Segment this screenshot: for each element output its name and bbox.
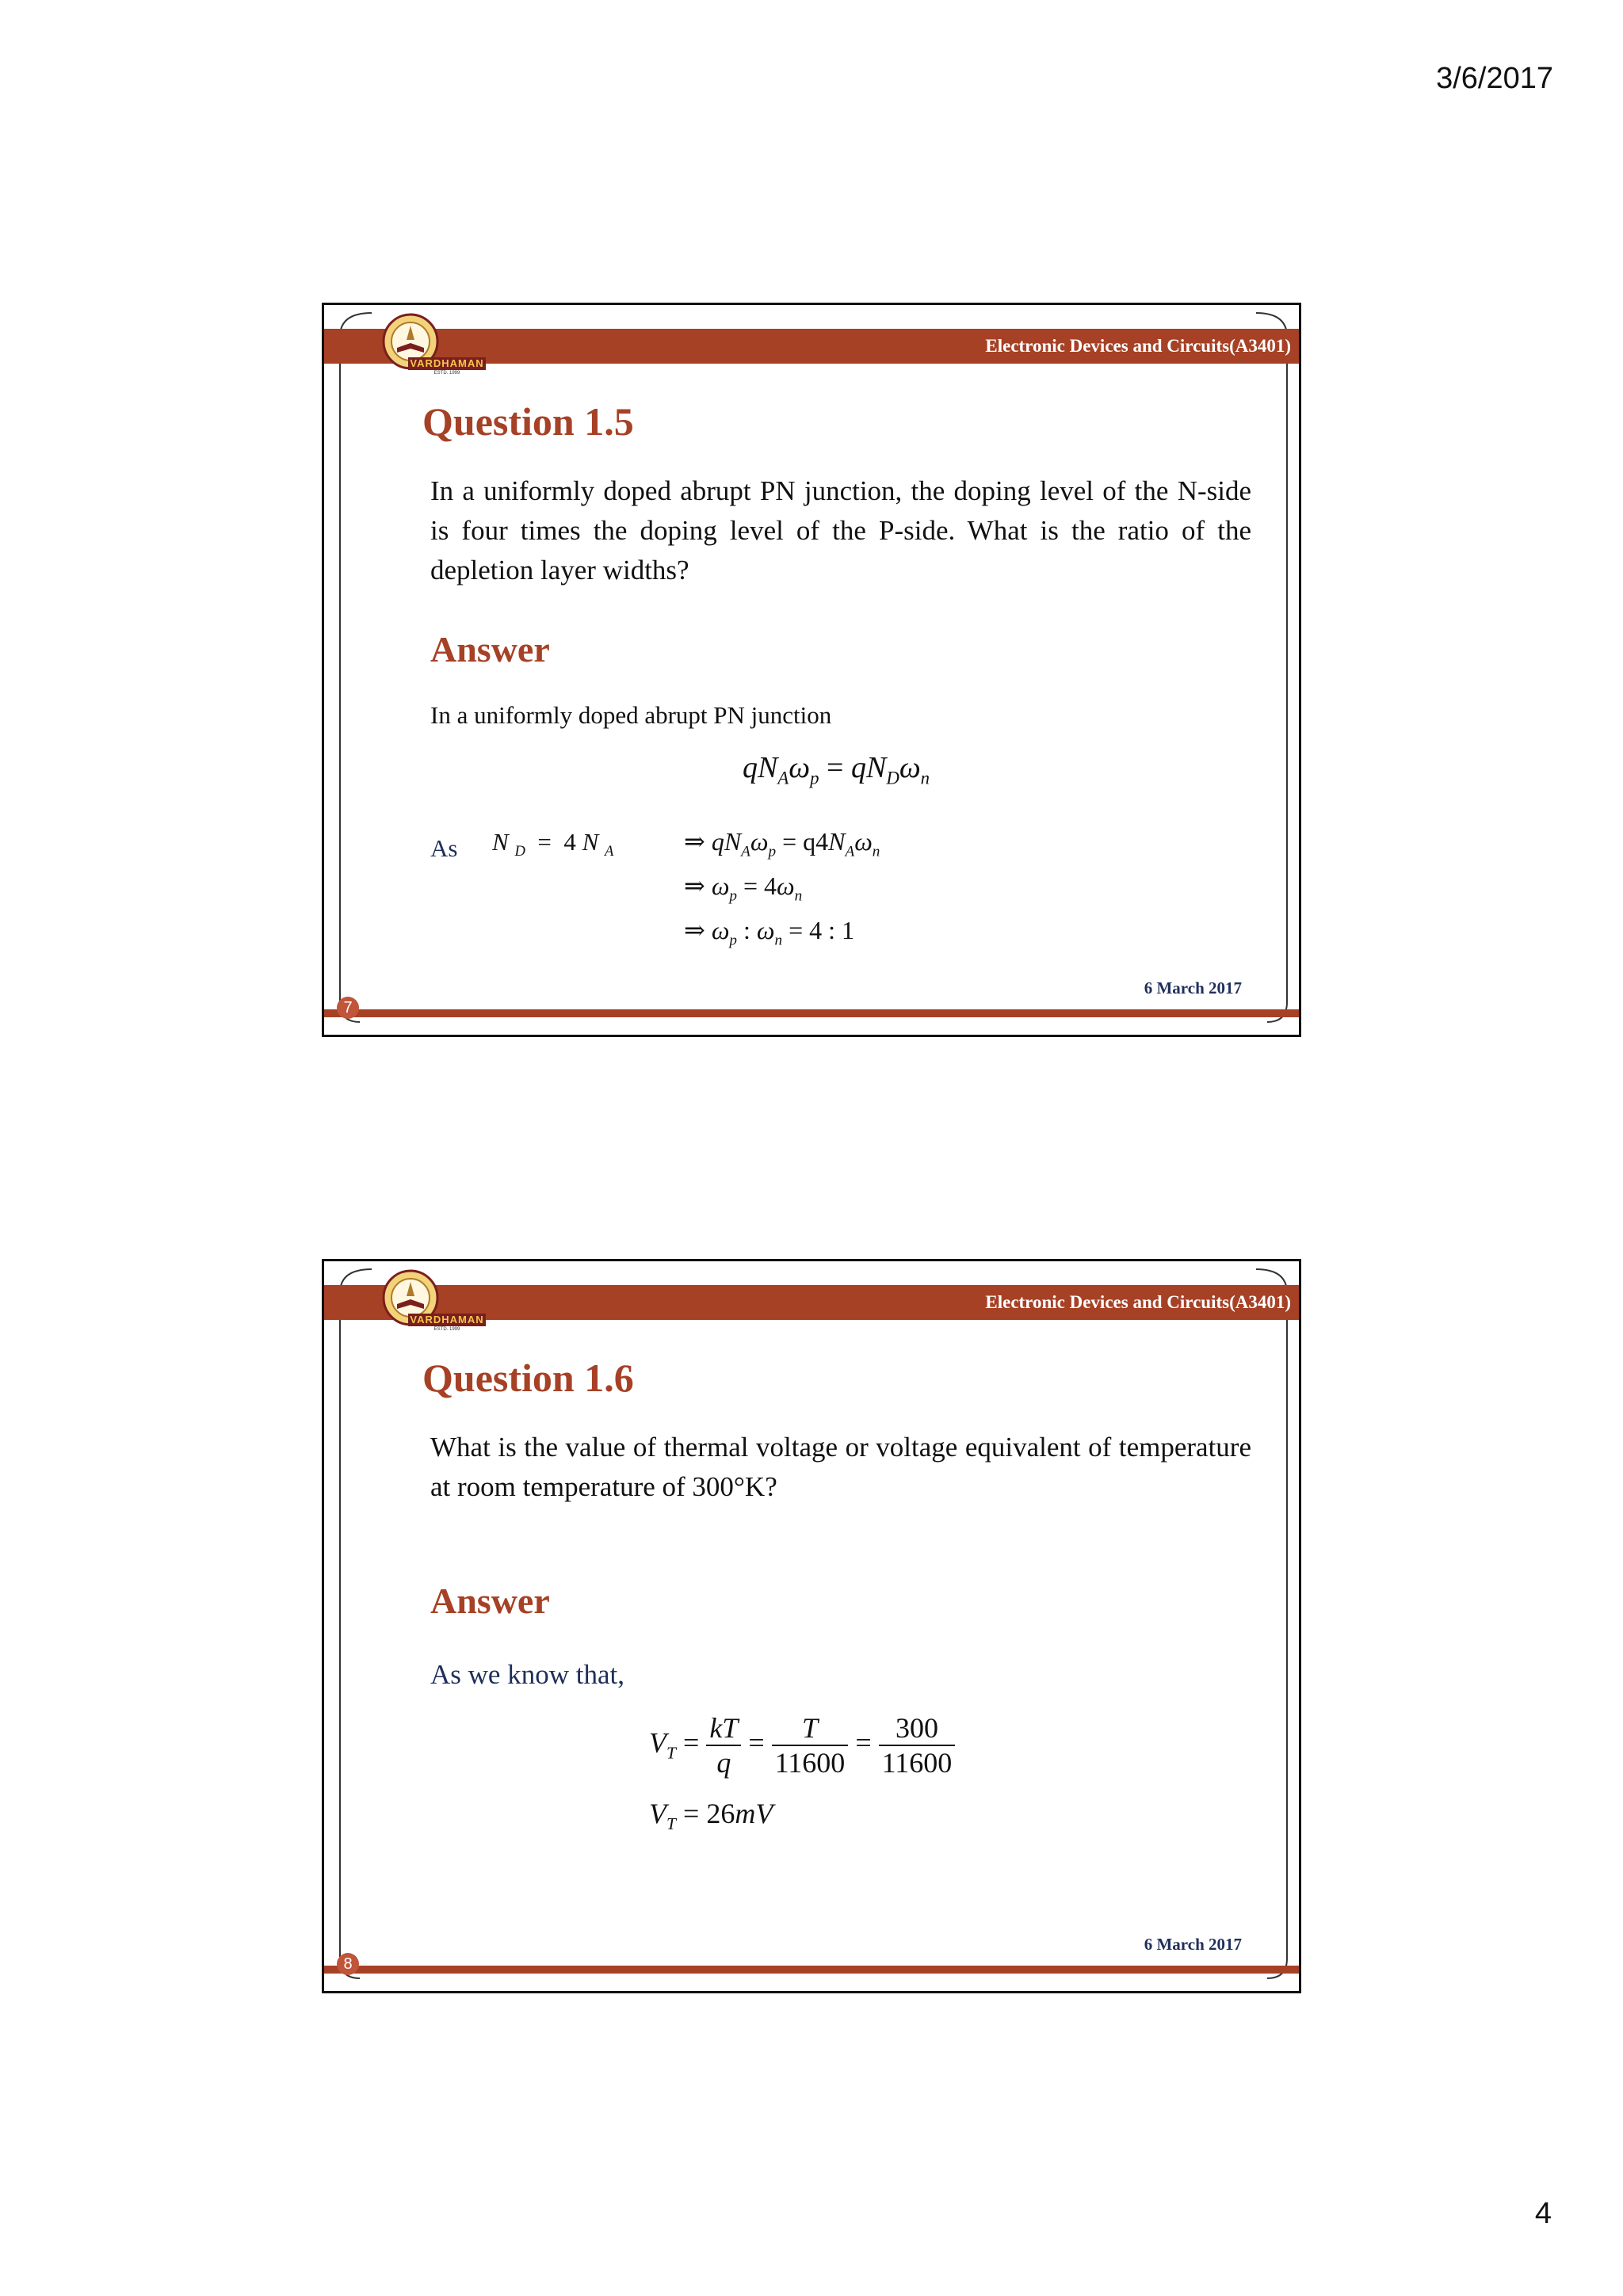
equation-doping-relation: N $_D$ = 4 N $_A$ <box>492 828 614 860</box>
equation-step-1: ⇒ $qN_A\omega_p = q4N_A\omega_n$ <box>684 827 880 860</box>
answer-intro: As we know that, <box>430 1659 624 1690</box>
equation-thermal-voltage: $V_T$ = $\frac{kT}{q}$ = $\frac{T}{11600}$ = $\frac{300}{11600}$ <box>649 1711 955 1779</box>
equation-charge-balance: $qN_A\omega_p = qN_D\omega_n$ <box>743 751 930 788</box>
answer-title: Answer <box>430 629 550 669</box>
page-date: 3/6/2017 <box>1436 62 1553 95</box>
logo-estd: ESTD. 1999 <box>433 1327 460 1332</box>
question-text: What is the value of thermal voltage or voltage equivalent of temperature at room temperature of 300°K? <box>430 1432 1251 1502</box>
footer-date: 6 March 2017 <box>1144 978 1242 997</box>
slide-8 <box>322 1259 1301 1993</box>
question-title: Question 1.6 <box>422 1356 634 1400</box>
slide-7 <box>322 303 1301 1037</box>
course-title: Electronic Devices and Circuits(A3401) <box>985 336 1291 356</box>
equation-result: $V_T = 26mV$ <box>649 1798 773 1834</box>
equation-step-2: ⇒ $\omega_p = 4\omega_n$ <box>684 871 803 905</box>
logo-wordmark: VARDHAMAN <box>408 1314 486 1326</box>
as-label: As <box>430 834 458 862</box>
logo-wordmark: VARDHAMAN <box>408 357 486 370</box>
slide-number: 7 <box>337 997 359 1019</box>
answer-intro: In a uniformly doped abrupt PN junction <box>430 701 832 729</box>
question-text: In a uniformly doped abrupt PN junction, the doping level of the N-side is four times the doping level of the P-side. What is the ratio of the depletion layer widths? <box>430 475 1251 585</box>
equation-step-3: ⇒ $\omega_p$ : $\omega_n = 4$ : 1 <box>684 916 855 949</box>
college-logo <box>359 311 484 376</box>
page-number: 4 <box>1534 2197 1552 2230</box>
footer-date: 6 March 2017 <box>1144 1935 1242 1954</box>
college-logo <box>359 1268 484 1332</box>
slide-number: 8 <box>337 1953 359 1975</box>
course-title: Electronic Devices and Circuits(A3401) <box>985 1292 1291 1312</box>
answer-title: Answer <box>430 1581 550 1621</box>
footer-bar <box>324 1009 1299 1017</box>
question-title: Question 1.5 <box>422 399 634 444</box>
logo-estd: ESTD. 1999 <box>433 371 460 376</box>
footer-bar <box>324 1966 1299 1974</box>
